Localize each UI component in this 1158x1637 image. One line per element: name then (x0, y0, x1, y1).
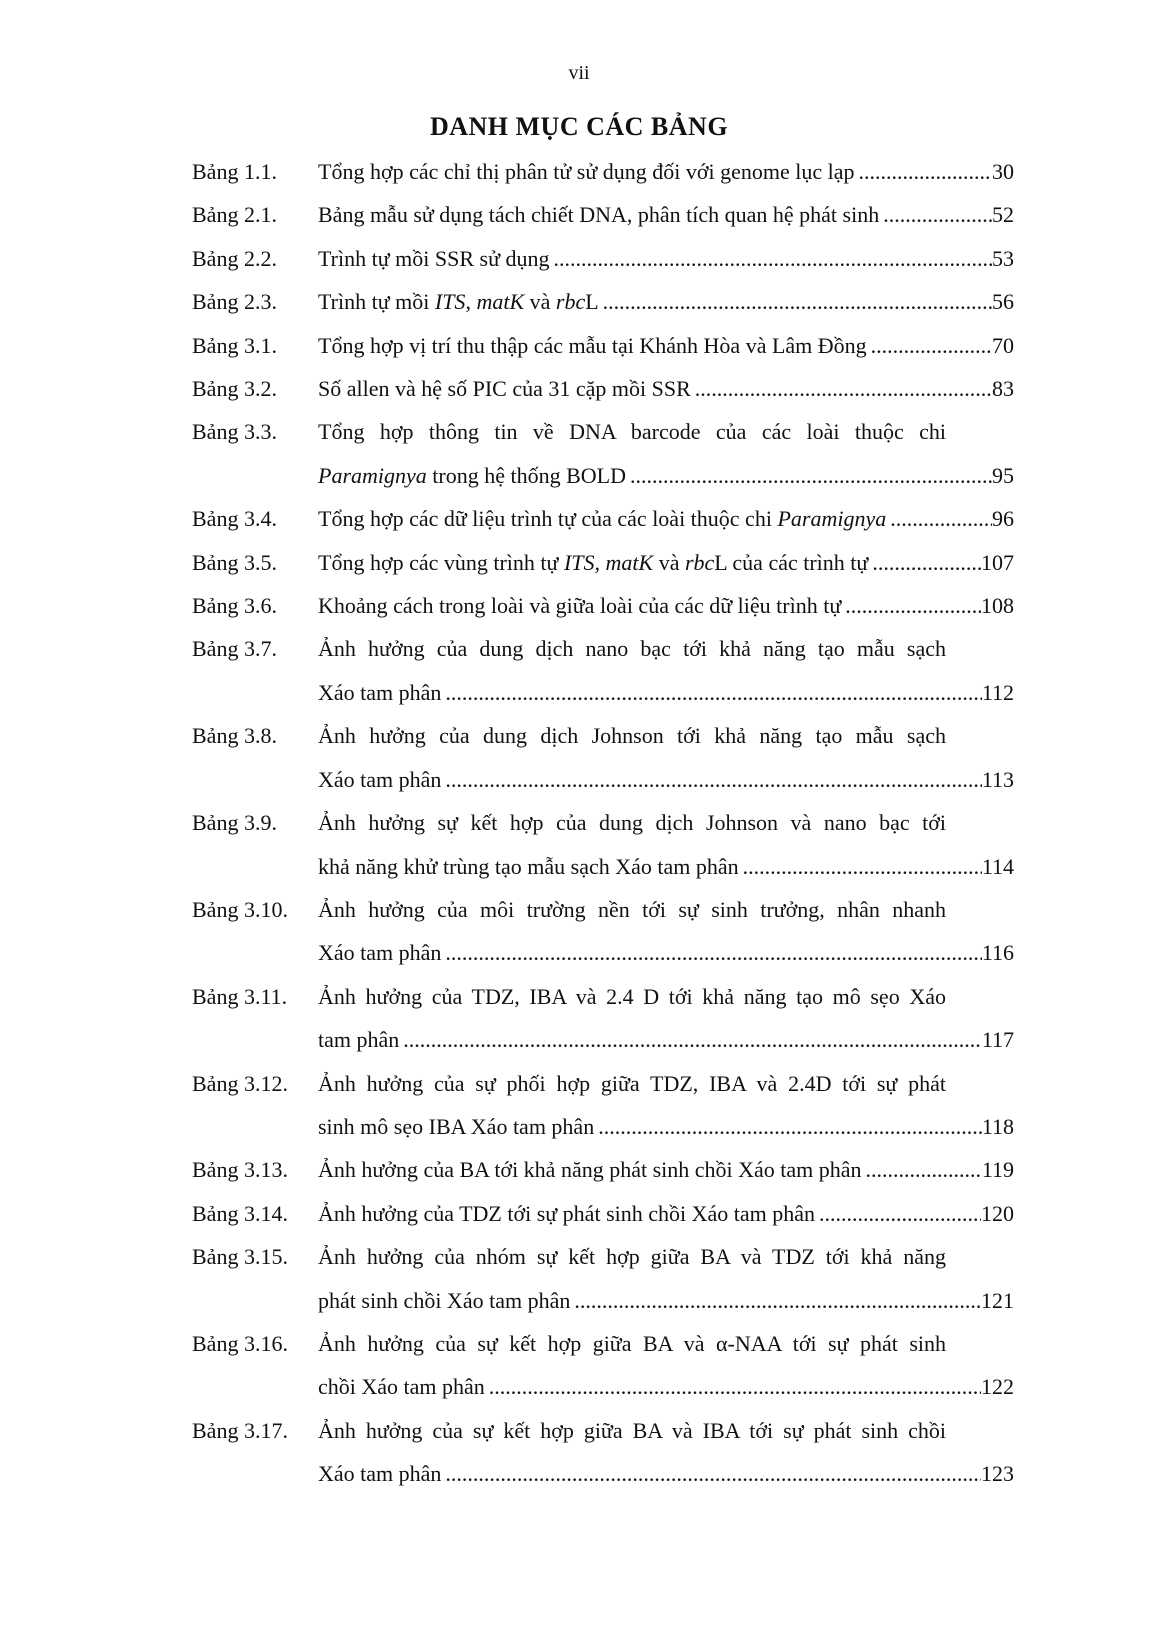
entry-title (318, 454, 626, 497)
entry-last-line (318, 237, 1014, 280)
entry-label: Bảng 2.1. (192, 202, 277, 228)
entry-text-segment: rbc (555, 289, 586, 315)
toc-entry[interactable] (192, 193, 1014, 236)
entry-page-number: 96 (992, 506, 1014, 532)
entry-title-line (318, 975, 1014, 1018)
dot-leader (570, 1279, 981, 1322)
dot-leader (841, 584, 981, 627)
entry-page-number: 119 (981, 1157, 1014, 1183)
entry-last-line (318, 1192, 1014, 1235)
entry-last-line (318, 931, 1014, 974)
entry-label: Bảng 2.3. (192, 289, 277, 315)
dot-leader (599, 280, 992, 323)
entry-page-number: 113 (981, 766, 1014, 792)
dot-leader (691, 367, 992, 410)
entry-text-segment: Tổng hợp các vùng trình tự (318, 549, 564, 575)
entry-page-number: 52 (992, 202, 1014, 228)
entry-page-number: 122 (981, 1374, 1014, 1400)
entry-text-segment: Tổng hợp các chỉ thị phân tử sử dụng đối với genome lục lạp (318, 159, 855, 184)
entry-title (318, 1148, 862, 1191)
dot-leader (739, 845, 982, 888)
entry-last-line (318, 1148, 1014, 1191)
entry-text-segment: và (524, 289, 556, 315)
entry-page-number: 116 (981, 940, 1014, 966)
toc-entry[interactable] (192, 1148, 1014, 1191)
page-number: vii (568, 62, 590, 84)
entry-label: Bảng 3.14. (192, 1200, 288, 1226)
entry-text-segment: ITS (434, 289, 466, 315)
entry-title-line (318, 888, 1014, 931)
entry-text-segment: và (653, 549, 685, 575)
entry-page-number: 95 (992, 462, 1014, 488)
entry-link[interactable] (318, 584, 1014, 627)
entry-text-segment: Ảnh hưởng của dung dịch nano bạc tới khả năng tạo mẫu sạch (318, 636, 946, 662)
entry-title-line (318, 714, 1014, 757)
dot-leader (879, 193, 992, 236)
entry-text-segment: Xáo tam phân (318, 766, 442, 792)
entry-title (318, 1105, 594, 1148)
entry-title (318, 1192, 815, 1235)
entry-text-segment: L (585, 289, 599, 315)
entry-last-line (318, 541, 1014, 584)
entry-text-segment: Tổng hợp các dữ liệu trình tự của các loài thuộc chi (318, 506, 778, 532)
entry-link[interactable] (318, 801, 1014, 888)
entry-text-segment: Khoảng cách trong loài và giữa loài của các dữ liệu trình tự (318, 593, 842, 619)
entry-title (318, 237, 550, 280)
entry-text-segment: chồi Xáo tam phân (318, 1374, 485, 1400)
entry-text-segment: ITS, matK (563, 549, 654, 575)
toc-entry[interactable] (192, 1062, 1014, 1149)
entry-text-segment: trong hệ thống BOLD (426, 462, 626, 488)
entry-text-segment: matK (476, 289, 525, 315)
entry-page-number: 121 (981, 1287, 1014, 1313)
entry-text-segment: Ảnh hưởng của môi trường nền tới sự sinh trưởng, nhân nhanh (318, 896, 946, 922)
entry-page-number: 117 (981, 1027, 1014, 1053)
entry-link[interactable] (318, 1409, 1014, 1496)
entry-page-number: 112 (981, 679, 1014, 705)
entry-text-segment: , (465, 289, 477, 315)
entry-title (318, 671, 441, 714)
entry-text-segment: Số allen và hệ số PIC của 31 cặp mồi SSR (318, 376, 691, 402)
entry-last-line (318, 584, 1014, 627)
entry-title-line (318, 1235, 1014, 1278)
entry-page-number: 114 (981, 853, 1014, 879)
toc-entry[interactable] (192, 150, 1014, 193)
entry-label: Bảng 3.1. (192, 332, 277, 358)
entry-link[interactable] (318, 237, 1014, 280)
entry-link[interactable] (318, 193, 1014, 236)
toc-entry[interactable] (192, 280, 1014, 323)
entry-text-segment: Ảnh hưởng của dung dịch Johnson tới khả năng tạo mẫu sạch (318, 723, 946, 749)
entry-title (318, 193, 879, 236)
entry-last-line (318, 1105, 1014, 1148)
entry-text-segment: Xáo tam phân (318, 679, 442, 705)
entry-title-line (318, 1322, 1014, 1365)
entry-text-segment: Xáo tam phân (318, 940, 442, 966)
entry-title (318, 1018, 399, 1061)
entry-text-segment: Trình tự mồi SSR sử dụng (318, 245, 550, 271)
dot-leader (867, 324, 992, 367)
entry-title (318, 758, 441, 801)
toc-entry[interactable] (192, 888, 1014, 975)
toc-entry[interactable] (192, 410, 1014, 497)
entry-label: Bảng 3.11. (192, 983, 288, 1009)
entry-title (318, 845, 739, 888)
entry-page-number: 70 (992, 332, 1014, 358)
entry-label: Bảng 3.6. (192, 593, 277, 619)
entry-last-line (318, 1365, 1014, 1408)
entry-title (318, 931, 441, 974)
entry-label: Bảng 3.17. (192, 1417, 288, 1443)
toc-entry[interactable] (192, 497, 1014, 540)
entry-last-line (318, 280, 1014, 323)
entry-page-number: 30 (992, 159, 1014, 184)
dot-leader (399, 1018, 982, 1061)
entry-label: Bảng 3.9. (192, 810, 277, 836)
entry-label: Bảng 3.2. (192, 376, 277, 402)
dot-leader (441, 1452, 981, 1495)
entry-text-segment: Bảng mẫu sử dụng tách chiết DNA, phân tích quan hệ phát sinh (318, 202, 880, 228)
toc-entry[interactable] (192, 714, 1014, 801)
entry-label: Bảng 3.16. (192, 1330, 288, 1356)
entry-last-line (318, 845, 1014, 888)
entry-link[interactable] (318, 1148, 1014, 1191)
toc-entry[interactable] (192, 1192, 1014, 1235)
entry-text-segment: L của các trình tự (714, 549, 869, 575)
toc-entry[interactable] (192, 1409, 1014, 1496)
entry-title (318, 367, 691, 410)
entry-title (318, 280, 599, 323)
entry-text-segment: sinh mô sẹo IBA Xáo tam phân (318, 1113, 595, 1139)
entry-page-number: 108 (981, 593, 1014, 619)
entry-page-number: 53 (992, 245, 1014, 271)
toc-entry[interactable] (192, 801, 1014, 888)
table-list (192, 150, 1014, 1496)
dot-leader (550, 237, 993, 280)
toc-entry[interactable] (192, 975, 1014, 1062)
entry-link[interactable] (318, 1322, 1014, 1409)
entry-link[interactable] (318, 1062, 1014, 1149)
entry-text-segment: tam phân (318, 1027, 400, 1053)
toc-entry[interactable] (192, 324, 1014, 367)
entry-label: Bảng 3.10. (192, 896, 288, 922)
entry-link[interactable] (318, 410, 1014, 497)
entry-last-line (318, 367, 1014, 410)
entry-text-segment: Trình tự mồi (318, 289, 435, 315)
dot-leader (868, 541, 981, 584)
entry-link[interactable] (318, 975, 1014, 1062)
entry-last-line (318, 758, 1014, 801)
entry-link[interactable] (318, 497, 1014, 540)
dot-leader (855, 150, 992, 193)
entry-text-segment: Tổng hợp thông tin về DNA barcode của các loài thuộc chi (318, 419, 946, 445)
entry-last-line (318, 454, 1014, 497)
toc-entry[interactable] (192, 1322, 1014, 1409)
entry-text-segment: Ảnh hưởng của BA tới khả năng phát sinh chồi Xáo tam phân (318, 1157, 862, 1183)
dot-leader (485, 1365, 981, 1408)
toc-entry[interactable] (192, 584, 1014, 627)
dot-leader (862, 1148, 982, 1191)
entry-last-line (318, 1018, 1014, 1061)
entry-link[interactable] (318, 324, 1014, 367)
entry-last-line (318, 1279, 1014, 1322)
entry-text-segment: Paramignya (318, 462, 427, 488)
entry-link[interactable] (318, 367, 1014, 410)
toc-entry[interactable] (192, 237, 1014, 280)
entry-link[interactable] (318, 1192, 1014, 1235)
dot-leader (886, 497, 992, 540)
entry-title (318, 150, 855, 193)
entry-label: Bảng 3.7. (192, 636, 277, 662)
entry-text-segment: Ảnh hưởng của sự kết hợp giữa BA và IBA tới sự phát sinh chồi (318, 1417, 946, 1443)
entry-title (318, 1452, 441, 1495)
entry-last-line (318, 193, 1014, 236)
entry-last-line (318, 671, 1014, 714)
page-title: DANH MỤC CÁC BẢNG (429, 112, 729, 141)
dot-leader (441, 758, 981, 801)
entry-title-line (318, 1409, 1014, 1452)
entry-text-segment: Ảnh hưởng sự kết hợp của dung dịch Johnson và nano bạc tới (318, 810, 946, 836)
toc-entry[interactable] (192, 627, 1014, 714)
entry-link[interactable] (318, 888, 1014, 975)
toc-entry[interactable] (192, 367, 1014, 410)
entry-title-line (318, 627, 1014, 670)
dot-leader (815, 1192, 981, 1235)
entry-last-line (318, 1452, 1014, 1495)
entry-label: Bảng 3.12. (192, 1070, 288, 1096)
entry-text-segment: Xáo tam phân (318, 1461, 442, 1487)
entry-label: Bảng 3.5. (192, 549, 277, 575)
entry-text-segment: Ảnh hưởng của nhóm sự kết hợp giữa BA và TDZ tới khả năng (318, 1244, 946, 1270)
entry-label: Bảng 3.13. (192, 1157, 288, 1183)
entry-page-number: 123 (981, 1461, 1014, 1487)
entry-label: Bảng 3.8. (192, 723, 277, 749)
entry-title-line (318, 801, 1014, 844)
entry-title (318, 541, 868, 584)
entry-text-segment: rbc (684, 549, 715, 575)
entry-last-line (318, 497, 1014, 540)
dot-leader (626, 454, 992, 497)
entry-title (318, 1279, 570, 1322)
entry-label: Bảng 3.3. (192, 419, 277, 445)
entry-page-number: 107 (981, 549, 1014, 575)
entry-page-number: 120 (981, 1200, 1014, 1226)
entry-link[interactable] (318, 280, 1014, 323)
entry-link[interactable] (318, 714, 1014, 801)
entry-text-segment: Ảnh hưởng của sự phối hợp giữa TDZ, IBA và 2.4D tới sự phát (318, 1070, 946, 1096)
entry-link[interactable] (318, 541, 1014, 584)
entry-label: Bảng 3.4. (192, 506, 277, 532)
entry-text-segment: Ảnh hưởng của TDZ tới sự phát sinh chồi Xáo tam phân (318, 1200, 816, 1226)
entry-text-segment: Ảnh hưởng của sự kết hợp giữa BA và α-NAA tới sự phát sinh (318, 1330, 946, 1356)
entry-text-segment: Ảnh hưởng của TDZ, IBA và 2.4 D tới khả năng tạo mô sẹo Xáo (318, 983, 946, 1009)
entry-label: Bảng 1.1. (192, 159, 277, 184)
entry-last-line (318, 150, 1014, 193)
entry-title (318, 1365, 485, 1408)
entry-text-segment: khả năng khử trùng tạo mẫu sạch Xáo tam phân (318, 853, 739, 879)
entry-title-line (318, 410, 1014, 453)
entry-text-segment: Paramignya (777, 506, 887, 532)
entry-label: Bảng 3.15. (192, 1244, 288, 1270)
entry-last-line (318, 324, 1014, 367)
dot-leader (441, 931, 981, 974)
entry-text-segment: Tổng hợp vị trí thu thập các mẫu tại Khánh Hòa và Lâm Đồng (318, 332, 867, 358)
dot-leader (441, 671, 981, 714)
entry-page-number: 56 (992, 289, 1014, 315)
entry-link[interactable] (318, 150, 1014, 193)
entry-page-number: 83 (992, 376, 1014, 402)
entry-title-line (318, 1062, 1014, 1105)
toc-entry[interactable] (192, 541, 1014, 584)
entry-link[interactable] (318, 1235, 1014, 1322)
entry-title (318, 324, 867, 367)
toc-entry[interactable] (192, 1235, 1014, 1322)
dot-leader (594, 1105, 982, 1148)
entry-label: Bảng 2.2. (192, 245, 277, 271)
entry-page-number: 118 (981, 1113, 1014, 1139)
entry-title (318, 497, 886, 540)
entry-text-segment: phát sinh chồi Xáo tam phân (318, 1287, 571, 1313)
entry-link[interactable] (318, 627, 1014, 714)
entry-title (318, 584, 841, 627)
